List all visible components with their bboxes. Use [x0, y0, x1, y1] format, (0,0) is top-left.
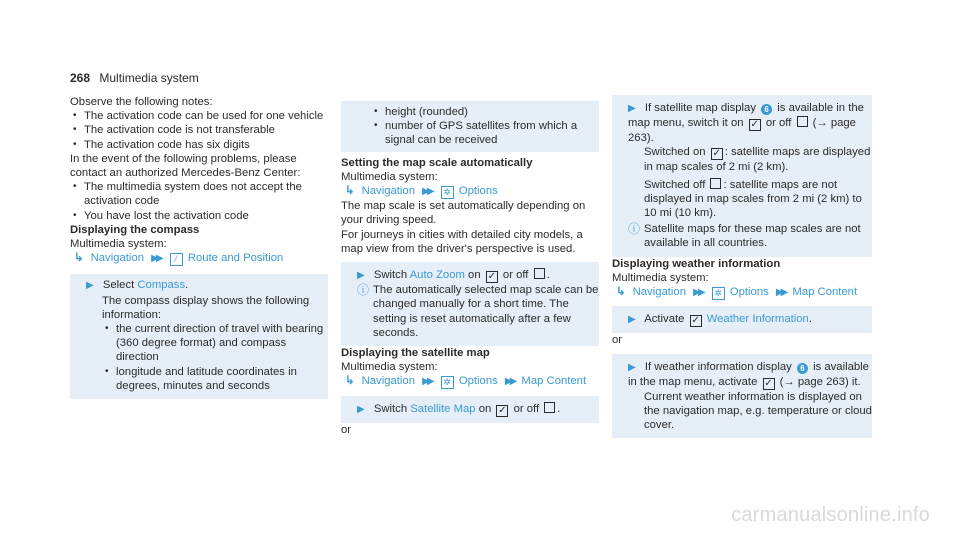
scale-menu-path	[341, 184, 599, 199]
list-item: • You have lost the activation code	[70, 209, 328, 223]
weather-text-2: is available in the map menu, activate	[628, 360, 869, 388]
switch-label: Switch	[373, 269, 408, 282]
menu-link-map-content[interactable]: Map Content	[521, 375, 587, 388]
column-2	[341, 95, 599, 437]
compass-step: ▶ Select Compass. The compass display shows the following information: • the current direction of travel with bearing (360 degree format) and compass direction • longitude and latitude coordinates in degrees, minutes and seconds	[70, 274, 328, 399]
scale-info: The automatically selected map scale can be changed manually for a short time. The setting is reset automatically after a few seconds.	[373, 284, 599, 339]
scale-text-1: The map scale is set automatically depending on your driving speed.	[341, 200, 586, 227]
chevron-right-icon: ▶▶	[422, 376, 432, 388]
chevron-right-icon: ▶▶	[775, 287, 786, 299]
sat-heading: Displaying the satellite map	[341, 347, 490, 360]
menu-link-navigation[interactable]: Navigation	[90, 252, 144, 265]
list-item: • the current direction of travel with bearing (360 degree format) and compass direction	[102, 322, 328, 365]
list-item: • longitude and latitude coordinates in degrees, minutes and seconds	[102, 365, 328, 393]
list-item: • height (rounded)	[371, 105, 599, 119]
or-off-label: or off	[513, 402, 540, 415]
menu-link-route[interactable]: Route and Position	[187, 252, 284, 265]
list-item: • The activation code has six digits	[70, 138, 328, 152]
route-icon: ⁄	[170, 253, 183, 266]
auto-zoom-link[interactable]: Auto Zoom	[409, 269, 465, 282]
return-arrow-icon: ↳	[345, 185, 355, 198]
checkbox-checked-icon: ✓	[691, 315, 700, 327]
compass-desc: The compass display shows the following information:	[102, 294, 310, 321]
play-icon: ▶	[628, 103, 636, 114]
sat-menu-path	[341, 374, 599, 389]
menu-link-navigation[interactable]: Navigation	[361, 185, 415, 198]
menu-link-navigation[interactable]: Navigation	[361, 375, 415, 388]
weather-information-link[interactable]: Weather Information	[706, 313, 809, 326]
or-label: or	[612, 334, 623, 347]
switched-off-label: Switched off	[644, 178, 706, 191]
number-6-icon: 6	[797, 363, 808, 374]
switched-on-text: : satellite maps are displayed in map scales of 2 mi (2 km).	[644, 146, 871, 174]
sat-text-1: If satellite map display	[644, 102, 756, 114]
checkbox-empty-icon	[710, 178, 721, 189]
menu-link-options[interactable]: Options	[458, 185, 498, 198]
weather-text-1: If weather information display	[644, 360, 792, 373]
menu-link-options[interactable]: Options	[729, 286, 769, 299]
info-icon: ⓘ	[628, 222, 641, 237]
return-arrow-icon: ↳	[345, 375, 355, 388]
scale-step: ▶ Switch Auto Zoom on ✓ or off . ⓘ The automatically selected map scale can be changed manually for a short time. The setting is reset automatically after a few seconds.	[341, 262, 599, 346]
compass-link[interactable]: Compass	[137, 279, 186, 292]
gear-icon: ✲	[441, 186, 454, 199]
checkbox-checked-icon: ✓	[750, 119, 759, 131]
checkbox-checked-icon: ✓	[487, 271, 496, 283]
notes-intro: Observe the following notes:	[70, 96, 213, 108]
weather-step-2	[612, 354, 872, 439]
or-off-label: or off	[502, 269, 529, 282]
problems-intro: In the event of the following problems, please contact an authorized Mercedes-Benz Center:	[70, 152, 301, 180]
info-icon: ⓘ	[357, 283, 370, 298]
checkbox-checked-icon: ✓	[498, 404, 507, 416]
system-label: Multimedia system:	[341, 170, 438, 183]
column-1	[70, 95, 328, 399]
satellite-map-link[interactable]: Satellite Map	[410, 402, 476, 415]
return-arrow-icon: ↳	[74, 252, 84, 265]
select-label: Select	[102, 279, 135, 292]
chevron-right-icon: ▶▶	[504, 376, 515, 388]
switched-off-text: : satellite maps are not displayed in map scales from 2 mi (2 km) to 10 mi (10 km).	[644, 178, 862, 220]
sat-step-2	[612, 95, 872, 257]
on-label: on	[468, 269, 481, 282]
weather-heading: Displaying weather information	[612, 257, 781, 270]
play-icon: ▶	[628, 314, 636, 326]
menu-link-navigation[interactable]: Navigation	[632, 286, 686, 299]
or-off-label: or off	[765, 117, 792, 130]
chevron-right-icon: ▶▶	[151, 253, 161, 265]
system-label: Multimedia system:	[70, 238, 167, 251]
number-6-icon: 6	[761, 104, 772, 115]
compass-heading: Displaying the compass	[70, 223, 200, 236]
chevron-right-icon: ▶▶	[422, 186, 432, 198]
gear-icon: ✲	[712, 287, 725, 300]
period: .	[808, 313, 812, 326]
play-icon: ▶	[357, 403, 365, 415]
watermark: carmanualsonline.info	[731, 504, 930, 526]
page-number: 268	[70, 71, 91, 85]
checkbox-empty-icon	[534, 268, 545, 279]
checkbox-checked-icon: ✓	[712, 148, 721, 160]
page-title: Multimedia system	[99, 71, 199, 85]
page-ref[interactable]: (→ page 263) it.	[779, 375, 861, 388]
return-arrow-icon: ↳	[616, 286, 626, 299]
checkbox-empty-icon	[544, 402, 555, 413]
gear-icon: ✲	[441, 376, 454, 389]
activate-label: Activate	[644, 313, 685, 326]
or-label: or	[341, 423, 352, 436]
weather-text-3: Current weather information is displayed on the navigation map, e.g. temperature or cloud cover.	[644, 390, 872, 432]
chevron-right-icon: ▶▶	[693, 287, 703, 299]
sat-step: ▶ Switch Satellite Map on ✓ or off .	[341, 396, 599, 423]
menu-link-options[interactable]: Options	[458, 375, 498, 388]
list-item: • The activation code is not transferable	[70, 123, 328, 137]
system-label: Multimedia system:	[341, 361, 438, 374]
scale-text-2: For journeys in cities with detailed city models, a map view from the driver's perspective is used.	[341, 228, 583, 255]
switched-on-label: Switched on	[644, 146, 706, 159]
checkbox-empty-icon	[797, 116, 808, 127]
list-item: • The multimedia system does not accept the activation code	[70, 180, 328, 208]
on-label: on	[478, 402, 492, 415]
play-icon: ▶	[628, 361, 636, 373]
sat-text-2: is available in the map menu, switch it on	[628, 102, 864, 130]
notes-list	[70, 109, 328, 152]
play-icon: ▶	[357, 270, 365, 282]
page-header	[70, 71, 199, 85]
sat-info: Satellite maps for these map scales are not available in all countries.	[644, 223, 861, 250]
compass-items	[86, 322, 328, 393]
page-ref[interactable]: (→ page 263).	[628, 117, 856, 145]
weather-step	[612, 306, 872, 333]
column-3	[612, 95, 872, 438]
switch-label: Switch	[373, 402, 408, 415]
compass-step-cont	[341, 101, 599, 152]
system-label: Multimedia system:	[612, 271, 709, 284]
problems-list	[70, 180, 328, 223]
weather-menu-path	[612, 285, 872, 300]
menu-link-map-content[interactable]: Map Content	[792, 286, 858, 299]
play-icon: ▶	[86, 280, 94, 292]
checkbox-checked-icon: ✓	[764, 377, 773, 389]
scale-heading: Setting the map scale automatically	[341, 156, 533, 169]
list-item: • number of GPS satellites from which a signal can be received	[371, 119, 599, 147]
list-item: • The activation code can be used for one vehicle	[70, 109, 328, 123]
compass-menu-path	[70, 251, 328, 266]
